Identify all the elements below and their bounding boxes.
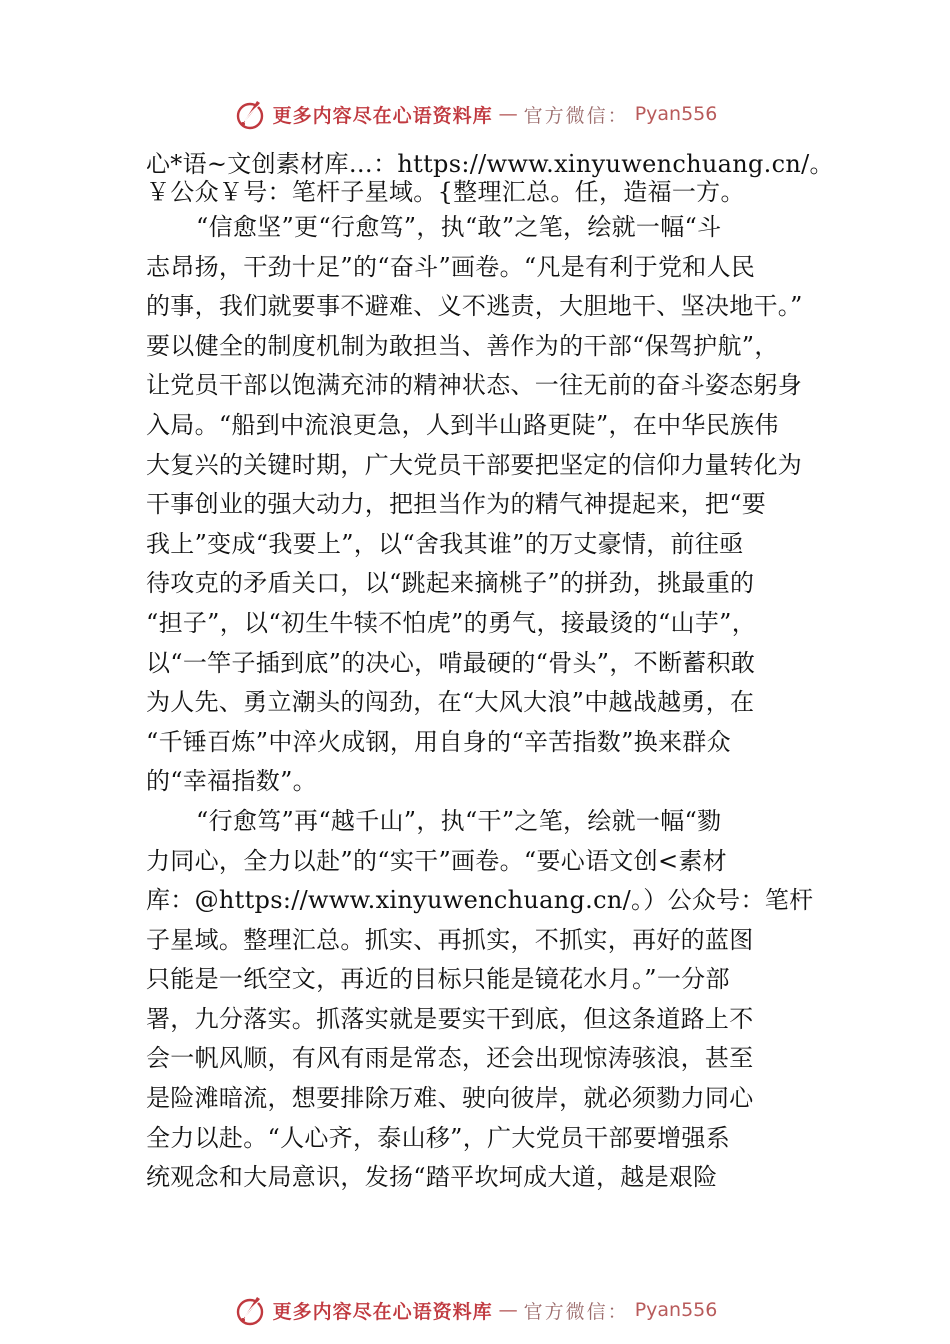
text-line: “信愈坚”更“行愈笃”，执“敢”之笔，绘就一幅“斗 [196,213,722,241]
text-line: 力同心，全力以赴”的“实干”画卷。“要心语文创<素材 [146,846,727,875]
banner-sub-text: 官方微信： [523,104,629,127]
text-line: 的事，我们就要事不避难、义不逃责，大胆地干、坚决地干。” [146,292,803,321]
text-line: 只能是一纸空文，再近的目标只能是镜花水月。”一分部 [146,965,730,994]
text-line: 为人先、勇立潮头的闯劲，在“大风大浪”中越战越勇，在 [146,688,755,717]
text-line: 志昂扬，干劲十足”的“奋斗”画卷。“凡是有利于党和人民 [146,252,756,281]
text-line: 库：@https://www.xinyuwenchuang.cn/。）公众号：笔杆 [146,886,814,915]
header-banner [0,94,950,134]
text-line: 以“一竿子插到底”的决心，啃最硬的“骨头”，不断蓄积敢 [146,648,756,677]
text-line: 大复兴的关键时期，广大党员干部要把坚定的信仰力量转化为 [146,450,803,479]
text-line: 统观念和大局意识，发扬“踏平坎坷成大道，越是艰险 [146,1163,718,1192]
banner-wechat-id: Pyan556 [634,1299,718,1321]
text-line: 心*语~文创素材库…：https://www.xinyuwenchuang.cn/。 [146,150,834,178]
banner-main-text: 更多内容尽在心语资料库 [272,104,493,127]
text-line: ￥公众￥号：笔杆子星域。{整理汇总。任，造福一方。 [146,178,745,206]
quill-logo-icon [233,1293,267,1327]
banner-wechat-id: Pyan556 [634,103,718,125]
text-line: “担子”，以“初生牛犊不怕虎”的勇气，接最烫的“山芋”， [146,608,757,637]
text-line: 会一帆风顺，有风有雨是常态，还会出现惊涛骇浪，甚至 [146,1044,754,1073]
quill-logo-icon [233,97,267,131]
banner-main-text: 更多内容尽在心语资料库 [272,1300,493,1323]
text-line: 我上”变成“我要上”，以“舍我其谁”的万丈豪情，前往亟 [146,529,744,558]
banner-dash: — [498,103,518,125]
text-line: 入局。“船到中流浪更急，人到半山路更陡”，在中华民族伟 [146,410,779,439]
text-line: 让党员干部以饱满充沛的精神状态、一往无前的奋斗姿态躬身 [146,371,803,400]
text-line: “行愈笃”再“越千山”，执“干”之笔，绘就一幅“勠 [196,806,722,835]
banner-sub-text: 官方微信： [523,1300,629,1323]
document-body [146,150,834,1198]
text-line: 子星域。整理汇总。抓实、再抓实，不抓实，再好的蓝图 [146,925,754,954]
banner-dash: — [498,1299,518,1321]
text-line: 全力以赴。“人心齐，泰山移”，广大党员干部要增强系 [146,1123,731,1152]
text-line: 待攻克的矛盾关口，以“跳起来摘桃子”的拼劲，挑最重的 [146,569,755,598]
text-line: 干事创业的强大动力，把担当作为的精气神提起来，把“要 [146,490,767,519]
text-line: 的“幸福指数”。 [146,767,317,796]
text-line: 是险滩暗流，想要排除万难、驶向彼岸，就必须勠力同心 [146,1084,754,1113]
footer-banner [0,1290,950,1330]
text-line: “千锤百炼”中淬火成钢，用自身的“辛苦指数”换来群众 [146,727,731,756]
text-line: 要以健全的制度机制为敢担当、善作为的干部“保驾护航”， [146,331,779,360]
text-line: 署，九分落实。抓落实就是要实干到底，但这条道路上不 [146,1004,754,1033]
